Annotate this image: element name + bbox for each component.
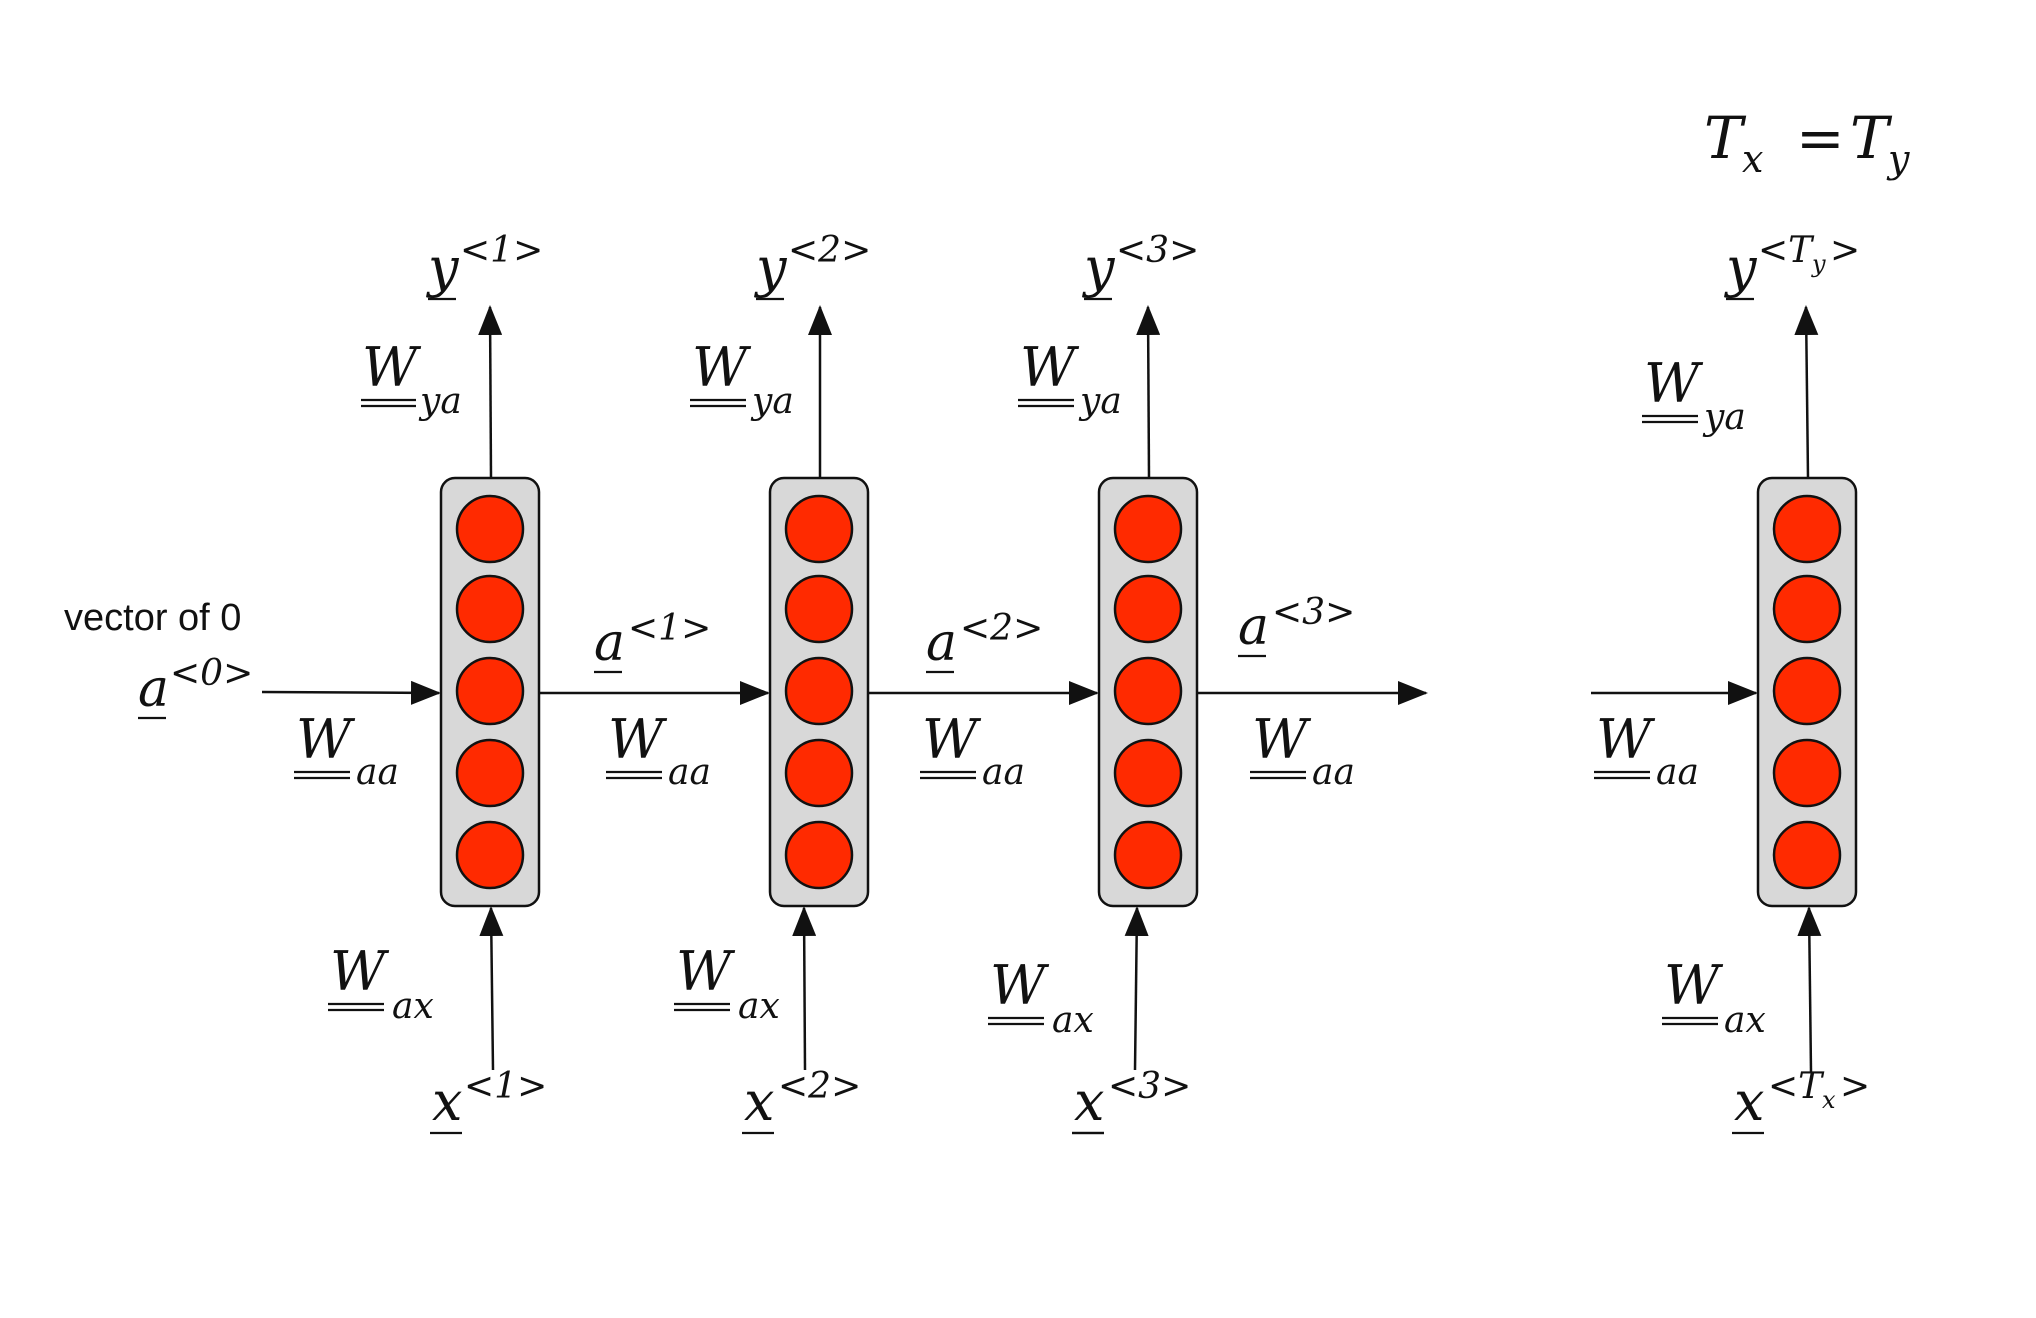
w-aa-2-symbol: W	[922, 708, 978, 771]
cell-last-y-sup-sub: y	[1812, 250, 1826, 278]
cell-2-x-symbol: x	[744, 1070, 775, 1133]
cell-last-wax-symbol: W	[1664, 954, 1720, 1017]
equation-lhs-sub: x	[1742, 137, 1764, 181]
cell-2-neuron	[786, 658, 852, 724]
cell-2-neuron	[786, 496, 852, 562]
cell-1-x-symbol: x	[432, 1070, 463, 1133]
cell-last-neuron	[1774, 658, 1840, 724]
activation-3	[1197, 592, 1426, 793]
cell-last-y-sup-close: >	[1830, 230, 1861, 271]
initial-activation	[64, 597, 439, 719]
cell-last-neuron	[1774, 576, 1840, 642]
cell-1-x-superscript: <1>	[464, 1066, 548, 1107]
cell-3-y-superscript: <3>	[1116, 230, 1200, 271]
cell-last-wya-symbol: W	[1644, 352, 1700, 415]
a2-symbol: a	[926, 613, 958, 673]
cell-1-wya-symbol: W	[362, 336, 418, 399]
cell-2-wya-subscript: ya	[752, 381, 794, 422]
rnn-cell-last	[1642, 230, 1870, 1133]
cell-1-neuron	[457, 496, 523, 562]
cell-last-y-sup-open: <T	[1758, 230, 1813, 271]
cell-3-x-symbol: x	[1074, 1070, 1105, 1133]
cell-last-y-symbol: y	[1726, 236, 1757, 299]
cell-1-waa-subscript: aa	[356, 752, 399, 793]
cell-3-neuron	[1115, 740, 1181, 806]
cell-3-neuron	[1115, 658, 1181, 724]
w-aa-3-symbol: W	[1252, 708, 1308, 771]
cell-3-neuron	[1115, 822, 1181, 888]
activation-1	[539, 608, 768, 793]
cell-3-neuron	[1115, 496, 1181, 562]
cell-1-output-arrow	[490, 307, 491, 478]
cell-3-wax-subscript: ax	[1052, 1000, 1094, 1041]
cell-3-x-superscript: <3>	[1108, 1066, 1192, 1107]
equation-lhs: T	[1704, 104, 1743, 172]
rnn-cell-1	[294, 230, 547, 1133]
cell-1-y-symbol: y	[428, 236, 459, 299]
cell-last-wya-subscript: ya	[1704, 397, 1746, 438]
cell-2-neuron	[786, 740, 852, 806]
cell-1-input-arrow	[491, 908, 493, 1070]
cell-1-neuron	[457, 822, 523, 888]
cell-3-wya-subscript: ya	[1080, 381, 1122, 422]
cell-1-neuron	[457, 658, 523, 724]
cell-1-neuron	[457, 576, 523, 642]
cell-3-y-symbol: y	[1084, 236, 1115, 299]
cell-1-neuron	[457, 740, 523, 806]
a2-superscript: <2>	[960, 608, 1044, 649]
equation-rhs-sub: y	[1888, 137, 1910, 181]
rnn-cell-3	[988, 230, 1199, 1133]
activation-2	[868, 608, 1097, 793]
cell-2-wax-symbol: W	[676, 940, 732, 1003]
cell-1-wax-symbol: W	[330, 940, 386, 1003]
a0-arrow	[262, 692, 439, 693]
w-aa-1-symbol: W	[608, 708, 664, 771]
cell-3-wya-symbol: W	[1020, 336, 1076, 399]
cell-last-wax-subscript: ax	[1724, 1000, 1766, 1041]
cell-last-input-arrow	[1809, 908, 1811, 1072]
cell-2-neuron	[786, 822, 852, 888]
vector-of-zero-label: vector of 0	[64, 597, 242, 639]
w-aa-last-symbol: W	[1596, 708, 1652, 771]
cell-2-wya-symbol: W	[692, 336, 748, 399]
w-aa-last-subscript: aa	[1656, 752, 1699, 793]
w-aa-2-subscript: aa	[982, 752, 1025, 793]
cell-1-wax-subscript: ax	[392, 986, 434, 1027]
a0-symbol: a	[138, 659, 170, 719]
activation-last-in	[1591, 693, 1756, 793]
a1-symbol: a	[594, 613, 626, 673]
cell-3-input-arrow	[1135, 908, 1137, 1070]
cell-last-neuron	[1774, 740, 1840, 806]
cell-last-x-sup-close: >	[1840, 1066, 1871, 1107]
cell-1-y-superscript: <1>	[460, 230, 544, 271]
cell-last-output-arrow	[1806, 307, 1808, 478]
cell-last-x-symbol: x	[1734, 1070, 1765, 1133]
cell-3-output-arrow	[1148, 307, 1149, 478]
cell-1-waa-symbol: W	[296, 708, 352, 771]
a1-superscript: <1>	[628, 608, 712, 649]
cell-2-y-superscript: <2>	[788, 230, 872, 271]
cell-2-y-symbol: y	[756, 236, 787, 299]
cell-2-wax-subscript: ax	[738, 986, 780, 1027]
cell-last-neuron	[1774, 822, 1840, 888]
w-aa-3-subscript: aa	[1312, 752, 1355, 793]
equation-rhs: T	[1850, 104, 1889, 172]
equation-tx-equals-ty	[1704, 104, 1910, 181]
a0-superscript: <0>	[170, 653, 254, 694]
rnn-cell-2	[674, 230, 871, 1133]
cell-2-neuron	[786, 576, 852, 642]
cell-3-wax-symbol: W	[990, 954, 1046, 1017]
cell-last-x-sup-open: <T	[1768, 1066, 1823, 1107]
cell-1-wya-subscript: ya	[420, 381, 462, 422]
a3-symbol: a	[1238, 597, 1270, 657]
cell-3-neuron	[1115, 576, 1181, 642]
w-aa-1-subscript: aa	[668, 752, 711, 793]
equation-op: =	[1796, 104, 1845, 172]
cell-last-neuron	[1774, 496, 1840, 562]
a3-superscript: <3>	[1272, 592, 1356, 633]
cell-last-x-sup-sub: x	[1822, 1086, 1836, 1114]
cell-2-x-superscript: <2>	[778, 1066, 862, 1107]
cell-2-input-arrow	[804, 908, 805, 1070]
